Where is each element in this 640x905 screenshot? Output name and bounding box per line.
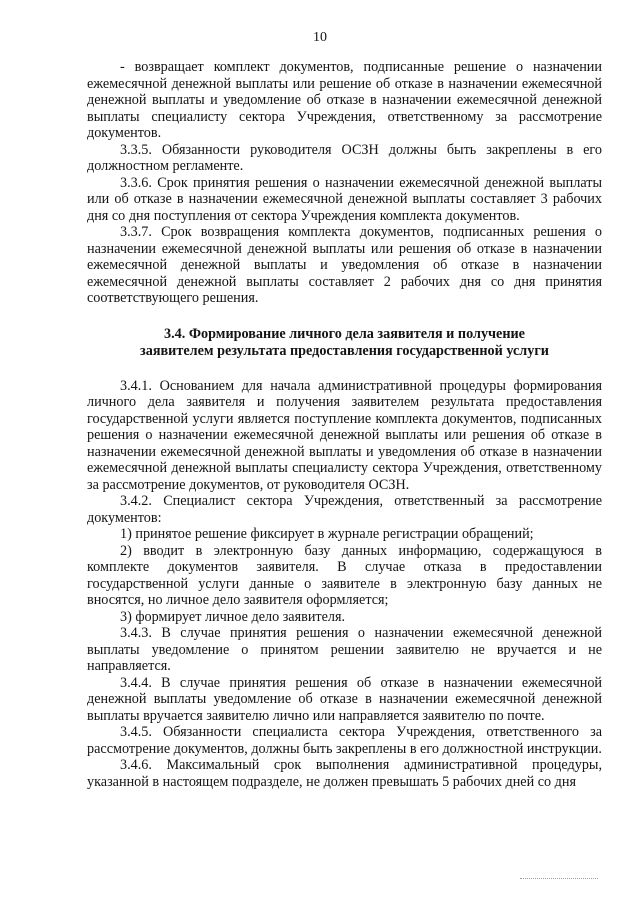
list-item-3: 3) формирует личное дело заявителя. bbox=[120, 608, 346, 625]
section-heading-3-4 bbox=[87, 326, 602, 360]
paragraph-3-4-5: 3.4.5. Обязанности специалиста сектора Учреждения, ответственного за рассмотрение документов, должны быть закреплены в его должностной инструкции. bbox=[87, 724, 602, 757]
document-body bbox=[87, 59, 602, 790]
paragraph-3-4-6: 3.4.6. Максимальный срок выполнения административной процедуры, указанной в настоящем подразделе, не должен превышать 5 рабочих дней со дня bbox=[87, 757, 602, 790]
section-heading-line-1: 3.4. Формирование личного дела заявителя и получение bbox=[164, 325, 525, 342]
paragraph-3-3-6: 3.3.6. Срок принятия решения о назначении ежемесячной денежной выплаты или об отказе в назначении ежемесячной денежной выплаты составляет 3 рабочих дня со дня поступления от сектора Учреждения комплекта документов. bbox=[87, 174, 602, 224]
paragraph-3-4-2: 3.4.2. Специалист сектора Учреждения, ответственный за рассмотрение документов: bbox=[87, 493, 602, 526]
paragraph-returns-documents: - возвращает комплект документов, подписанные решение о назначении ежемесячной денежной выплаты или решение об отказе в назначении ежемесячной денежной выплаты и уведомление об отказе в назначении ежемесячной денежной выплаты специалисту сектора Учреждения, ответственному за рассмотрение документов. bbox=[87, 59, 602, 141]
list-item-1: 1) принятое решение фиксирует в журнале регистрации обращений; bbox=[120, 526, 534, 542]
paragraph-3-3-5: 3.3.5. Обязанности руководителя ОСЗН должны быть закреплены в его должностном регламенте. bbox=[87, 141, 602, 174]
paragraph-3-4-1: 3.4.1. Основанием для начала административной процедуры формирования личного дела заявителя и получения заявителем результата предоставления государственной услуги является поступление комплекта документов, подписанных решения о назначении ежемесячной денежной выплаты или решения об отказе в назначении ежемесячной денежной выплаты и уведомления об отказе в назначении ежемесячной денежной выплаты специалисту сектора Учреждения, ответственному за рассмотрение документов, от руководителя ОСЗН. bbox=[87, 377, 602, 493]
list-item-2: 2) вводит в электронную базу данных информацию, содержащуюся в комплекте документов заявителя. В случае отказа в предоставлении государственной услуги данные о заявителе в электронную базу данных не вносятся, но личное дело заявителя оформляется; bbox=[87, 542, 602, 608]
paragraph-3-4-4: 3.4.4. В случае принятия решения об отказе в назначении ежемесячной денежной выплаты уведомление об отказе в назначении ежемесячной денежной выплаты вручается заявителю лично или направляется заявителю по почте. bbox=[87, 674, 602, 724]
section-heading-line-2: заявителем результата предоставления государственной услуги bbox=[140, 342, 549, 359]
paragraph-3-4-3: 3.4.3. В случае принятия решения о назначении ежемесячной денежной выплаты уведомление о принятом решении заявителю не вручается и не направляется. bbox=[87, 625, 602, 674]
scan-mark bbox=[520, 878, 598, 881]
page-number: 10 bbox=[313, 30, 327, 45]
paragraph-3-3-7: 3.3.7. Срок возвращения комплекта документов, подписанных решения о назначении ежемесячной денежной выплаты или решения об отказе в назначении ежемесячной денежной выплаты и уведомления об отказе в назначении ежемесячной денежной выплаты составляет 2 рабочих дня со дня принятия соответствующего решения. bbox=[87, 224, 602, 306]
